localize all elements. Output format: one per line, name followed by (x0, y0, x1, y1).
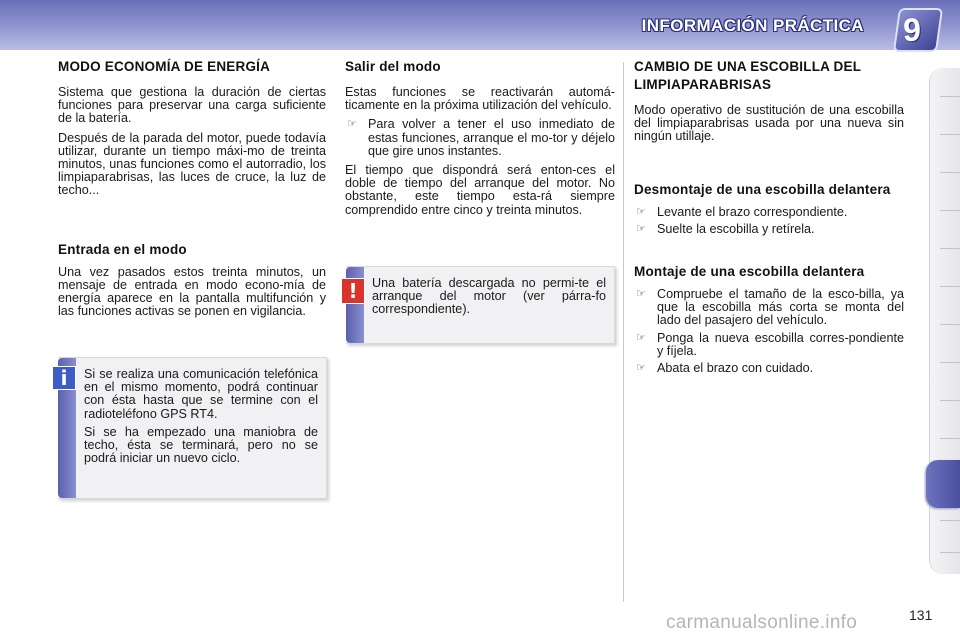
chapter-tabs (930, 68, 960, 574)
column-energy-economy (58, 58, 326, 324)
tab-separator (940, 134, 960, 135)
section-heading-exit-mode: Salir del modo (345, 59, 441, 74)
list-item (634, 288, 904, 328)
warning-paragraph: Una batería descargada no permi-te el arranque del motor (ver párra-fo correspondiente). (372, 276, 606, 317)
pointing-hand-icon: ☞ (636, 222, 646, 235)
tab-separator (940, 438, 960, 439)
page-number: 131 (909, 607, 933, 623)
list-item (345, 118, 615, 158)
tab-separator (940, 248, 960, 249)
tab-separator (940, 520, 960, 521)
info-paragraph: Si se realiza una comunicación telefónica en el mismo momento, podrá continuar con ésta hasta que se termine con el radioteléfono GPS RT4. (84, 367, 318, 421)
section-heading-energy-economy: MODO ECONOMÍA DE ENERGÍA (58, 59, 271, 74)
tab-separator (940, 172, 960, 173)
paragraph: Sistema que gestiona la duración de ciertas funciones para preservar una carga suficiente de la batería. (58, 85, 326, 126)
list-item-text: Para volver a tener el uso inmediato de estas funciones, arranque el mo-tor y déjelo que gire unos instantes. (368, 117, 615, 158)
watermark: carmanualsonline.info (666, 612, 858, 633)
paragraph: Modo operativo de sustitución de una escobilla del limpiaparabrisas usada por una nueva sin ningún utillaje. (634, 103, 904, 144)
list-item (634, 332, 904, 358)
tab-separator (940, 286, 960, 287)
info-icon: i (52, 366, 76, 390)
list-item (634, 223, 904, 236)
list-item-text: Ponga la nueva escobilla corres-pondiente y fíjela. (657, 330, 904, 358)
tab-separator (940, 552, 960, 553)
pointing-hand-icon: ☞ (636, 362, 646, 375)
tab-separator (940, 324, 960, 325)
chapter-number: 9 (903, 12, 921, 48)
list-item-text: Abata el brazo con cuidado. (657, 361, 814, 376)
paragraph: Después de la parada del motor, puede todavía utilizar, durante un tiempo máxi-mo de treinta minutos, unas funciones como el autorradio, los limpiaparabrisas, las luces de cruce, la luz de techo... (58, 130, 326, 198)
paragraph: Una vez pasados estos treinta minutos, un mensaje de entrada en modo econo-mía de energía aparece en la pantalla multifunción y las funciones activas se ponen en vigilancia. (58, 264, 326, 319)
section-heading-wiper-blade: CAMBIO DE UNA ESCOBILLA DEL LIMPIAPARABRISAS (634, 59, 861, 92)
column-wiper-blade (634, 58, 904, 381)
pointing-hand-icon: ☞ (636, 331, 646, 344)
column-exit-mode (345, 58, 615, 223)
paragraph: El tiempo que dispondrá será enton-ces el doble de tiempo del arranque del motor. No obstante, este tiempo esta-rá siempre comprendido entre cinco y treinta minutos. (345, 163, 615, 217)
column-divider (623, 62, 624, 602)
list-item-text: Suelte la escobilla y retírela. (657, 221, 815, 236)
pointing-hand-icon: ☞ (347, 118, 357, 131)
subheading-remove-blade: Desmontaje de una escobilla delantera (634, 181, 891, 197)
tab-separator (940, 96, 960, 97)
pointing-hand-icon: ☞ (636, 288, 646, 301)
pointing-hand-icon: ☞ (636, 205, 646, 218)
list-item-text: Compruebe el tamaño de la esco-billa, ya que la escobilla más corta se monta del lado del pasajero del vehículo. (657, 287, 904, 328)
warning-icon: ! (341, 278, 365, 304)
info-box (58, 357, 327, 499)
chapter-tab-active[interactable] (926, 460, 960, 508)
list-item (634, 362, 904, 375)
tab-separator (940, 362, 960, 363)
list-item-text: Levante el brazo correspondiente. (657, 204, 848, 219)
page-section-title: INFORMACIÓN PRÁCTICA (641, 16, 864, 35)
subheading-enter-mode: Entrada en el modo (58, 241, 187, 257)
info-paragraph: Si se ha empezado una maniobra de techo, ésta se terminará, pero no se podrá iniciar un nuevo ciclo. (84, 424, 318, 466)
tab-separator (940, 400, 960, 401)
paragraph: Estas funciones se reactivarán automá-ticamente en la próxima utilización del vehículo. (345, 85, 615, 113)
tab-separator (940, 210, 960, 211)
list-item (634, 206, 904, 219)
warning-box (346, 266, 615, 344)
subheading-fit-blade: Montaje de una escobilla delantera (634, 264, 865, 280)
